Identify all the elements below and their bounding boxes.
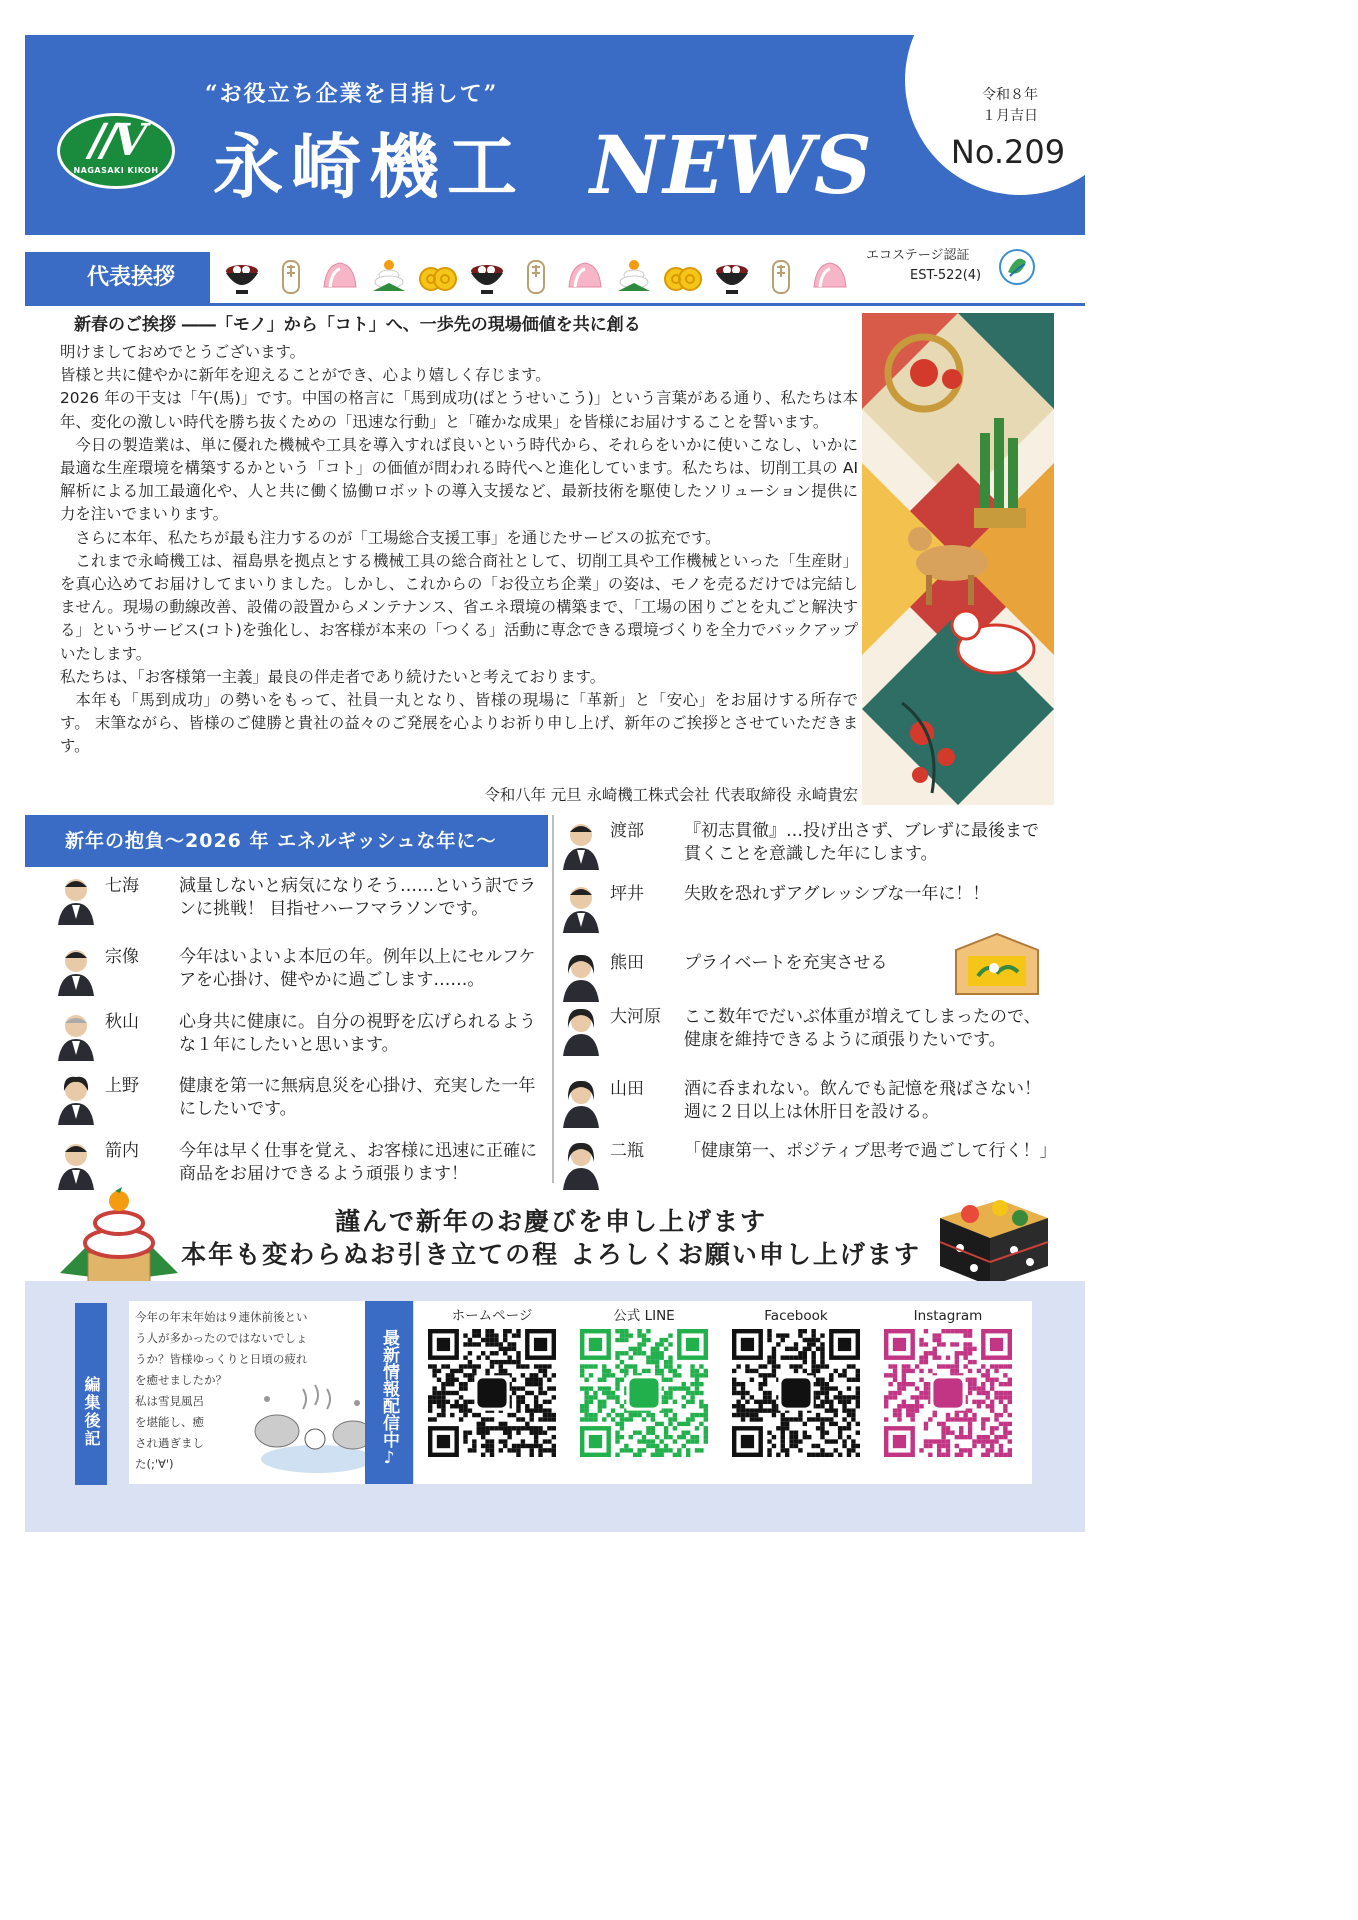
mochi-tag-icon (271, 257, 311, 297)
zenzai-bowl-icon (222, 257, 262, 297)
greeting-paragraph: 本年も「馬到成功」の勢いをもって、社員一丸となり、皆様の現場に「革新」と「安心」をお届けする所存です。 末筆ながら、皆様のご健勝と貴社の益々のご発展を心よりお祈り申し上げ、新年のご挨拶とさせていただきます。 (60, 691, 858, 756)
editor-note-line: 今年の年末年始は９連休前後とい (135, 1310, 308, 1324)
staff-name: 二瓶 (610, 1141, 644, 1161)
resolution-text: 失敗を恐れずアグレッシブな一年に！！ (684, 884, 990, 904)
resolution-text: 「健康第一、ポジティブ思考で過ごして行く！」 (684, 1141, 1057, 1161)
hot-spring-illustration (247, 1379, 377, 1479)
staff-name: 秋山 (105, 1012, 139, 1032)
qr-facebook[interactable] (726, 1307, 866, 1457)
editor-note-line: うか？皆様ゆっくりと日頃の疲れ (135, 1352, 308, 1366)
osechi-box-illustration (930, 1178, 1052, 1288)
closing-line-2: 本年も変わらぬお引き立ての程 よろしくお願い申し上げます (181, 1240, 921, 1269)
greeting-heading: 新春のご挨拶 ――「モノ」から「コト」へ、一歩先の現場価値を共に創る (74, 315, 641, 335)
editor-note-label: 編集後記 (75, 1303, 107, 1485)
qr-homepage[interactable] (422, 1307, 562, 1457)
pink-mochi-icon (565, 257, 605, 297)
staff-name: 七海 (105, 876, 139, 896)
greeting-body (60, 341, 858, 759)
staff-name: 上野 (105, 1076, 139, 1096)
staff-photo (562, 1140, 600, 1190)
resolution-text: 酒に呑まれない。飲んでも記憶を飛ばさない！ 週に２日以上は休肝日を設ける。 (684, 1079, 1041, 1122)
staff-photo (57, 875, 95, 925)
issue-date-year: 令和８年 (982, 87, 1038, 103)
staff-photo (562, 820, 600, 870)
staff-photo (57, 1011, 95, 1061)
greeting-paragraph: これまで永崎機工は、福島県を拠点とする機械工具の総合商社として、切削工具や工作機械といった「生産財」を真心込めてお届けしてまいりました。しかし、これからの「お役立ち企業」の姿は、モノを売るだけでは完結しません。現場の動線改善、設備の設置からメンテナンス、省エネ環境の構築まで、「工場の困りごとを丸ごと解決する」というサービス(コト)を強化し、お客様が本来の「つくる」活動に専念できる環境づくりを全力でバックアップいたします。 (60, 551, 858, 663)
staff-photo (57, 946, 95, 996)
greeting-paragraph: 皆様と共に健やかに新年を迎えることができ、心より嬉しく存じます。 (60, 366, 551, 385)
resolution-item (562, 820, 1062, 876)
mochi-tag-icon (516, 257, 556, 297)
latest-info-label: 最新情報配信中♪ (365, 1301, 413, 1484)
logo-subtext: NAGASAKI KIKOH (73, 166, 159, 175)
masthead (25, 35, 1085, 235)
resolution-item (57, 1011, 547, 1067)
resolution-text: 健康を第一に無病息災を心掛け、充実した一年にしたいです。 (179, 1076, 536, 1119)
datemaki-icon (418, 257, 458, 297)
qr-code-panel (414, 1301, 1032, 1484)
resolution-item (57, 875, 547, 935)
editor-note-line: され過ぎまし (135, 1436, 204, 1450)
line-qr-icon[interactable] (580, 1329, 708, 1457)
editor-note-line: を癒せましたか？ (135, 1373, 227, 1387)
resolution-text: プライベートを充実させる (684, 953, 888, 973)
logo-mark: //V (88, 115, 144, 166)
resolution-item (562, 952, 942, 1008)
editor-note (129, 1301, 377, 1484)
section-divider (25, 303, 1085, 306)
eco-stage-label: エコステージ認証 (866, 248, 970, 263)
staff-photo (562, 1006, 600, 1056)
staff-name: 渡部 (610, 821, 644, 841)
resolution-item (57, 946, 547, 1002)
staff-name: 宗像 (105, 947, 139, 967)
qr-label: Facebook (764, 1308, 828, 1324)
resolution-item (562, 883, 1062, 939)
company-logo (57, 113, 175, 189)
ema-plaque-icon (948, 932, 1046, 998)
eco-stage-code: EST-522(4) (910, 268, 982, 283)
greeting-paragraph: 明けましておめでとうございます。 (60, 343, 306, 361)
qr-label: 公式 LINE (613, 1308, 675, 1324)
resolution-item (562, 1006, 1062, 1066)
homepage-qr-icon[interactable] (428, 1329, 556, 1457)
facebook-qr-icon[interactable] (732, 1329, 860, 1457)
datemaki-icon (663, 257, 703, 297)
eco-stage-icon (998, 248, 1036, 286)
resolution-item (57, 1075, 547, 1131)
column-divider (552, 815, 554, 1183)
greeting-paragraph: 今日の製造業は、単に優れた機械や工具を導入すれば良いという時代から、それらをいかに使いこなし、いかに最適な生産環境を構築するかという「コト」の価値が問われる時代へと進化しています。私たちは、切削工具の AI 解析による加工最適化や、人と共に働く協働ロボットの導入支援など、最新技術を駆使したソリューション提供に力を注いでまいります。 (60, 435, 858, 524)
editor-note-line: 私は雪見風呂 (135, 1394, 204, 1408)
staff-name: 箭内 (105, 1141, 139, 1161)
editor-note-line: う人が多かったのではないでしょ (135, 1331, 308, 1345)
greeting-section-label: 代表挨拶 (25, 252, 210, 304)
zenzai-bowl-icon (712, 257, 752, 297)
greeting-paragraph: 私たちは、「お客様第一主義」最良の伴走者であり続けたいと考えております。 (60, 667, 606, 686)
closing-line-1: 謹んで新年のお慶びを申し上げます (334, 1207, 767, 1236)
qr-instagram[interactable] (878, 1307, 1018, 1457)
staff-photo (562, 952, 600, 1002)
staff-name: 坪井 (610, 884, 644, 904)
kagami-mochi-icon (614, 257, 654, 297)
zenzai-bowl-icon (467, 257, 507, 297)
new-year-decoration-row (222, 252, 862, 302)
greeting-paragraph: さらに本年、私たちが最も注力するのが「工場総合支援工事」を通じたサービスの拡充です。 (75, 528, 721, 547)
tagline: “お役立ち企業を目指して” (205, 81, 499, 107)
staff-photo (562, 883, 600, 933)
mochi-tag-icon (761, 257, 801, 297)
eco-stage-certification (866, 246, 1066, 292)
pink-mochi-icon (320, 257, 360, 297)
staff-name: 大河原 (610, 1007, 661, 1027)
company-name: 永崎機工 (213, 125, 525, 208)
news-title: NEWS (590, 118, 872, 212)
staff-name: 山田 (610, 1079, 644, 1099)
greeting-signature: 令和八年 元旦 永崎機工株式会社 代表取締役 永崎貴宏 (484, 786, 858, 804)
issue-date-month: １月吉日 (982, 108, 1038, 124)
editor-note-line: た(;'∀') (135, 1457, 174, 1471)
issue-number: No.209 (950, 133, 1066, 171)
resolution-text: 減量しないと病気になりそう……という訳でランに挑戦！ 目指せハーフマラソンです。 (179, 876, 536, 919)
pink-mochi-icon (810, 257, 850, 297)
resolution-text: 今年は早く仕事を覚え、お客様に迅速に正確に商品をお届けできるよう頑張ります！ (179, 1141, 538, 1184)
qr-label: ホームページ (451, 1308, 533, 1324)
resolution-text: ここ数年でだいぶ体重が増えてしまったので、健康を維持できるように頑張りたいです。 (684, 1007, 1041, 1050)
kagami-mochi-illustration (60, 1183, 178, 1288)
issue-date (955, 85, 1065, 127)
kagami-mochi-icon (369, 257, 409, 297)
resolution-text: 心身共に健康に。自分の視野を広げられるような１年にしたいと思います。 (179, 1012, 536, 1055)
staff-name: 熊田 (610, 953, 644, 973)
resolution-text: 今年はいよいよ本厄の年。例年以上にセルフケアを心掛け、健やかに過ごします……。 (179, 947, 536, 990)
editor-note-line: を堪能し、癒 (135, 1415, 204, 1429)
greeting-paragraph: 2026 年の干支は「午(馬)」です。中国の格言に「馬到成功(ばとうせいこう)」という言葉がある通り、私たちは本年、変化の激しい時代を勝ち抜くための「迅速な行動」と「確かな成果」を皆様にお届けすることを誓います。 (60, 389, 858, 431)
footer-panel (25, 1281, 1085, 1532)
resolution-item (562, 1078, 1062, 1134)
qr-label: Instagram (913, 1308, 983, 1324)
staff-photo (57, 1075, 95, 1125)
staff-photo (562, 1078, 600, 1128)
new-year-illustration (862, 313, 1054, 805)
qr-line[interactable] (574, 1307, 714, 1457)
instagram-qr-icon[interactable] (884, 1329, 1012, 1457)
resolutions-title: 新年の抱負～2026 年 エネルギッシュな年に～ (25, 815, 548, 867)
resolution-text: 『初志貫徹』…投げ出さず、ブレずに最後まで貫くことを意識した年にします。 (684, 821, 1039, 864)
